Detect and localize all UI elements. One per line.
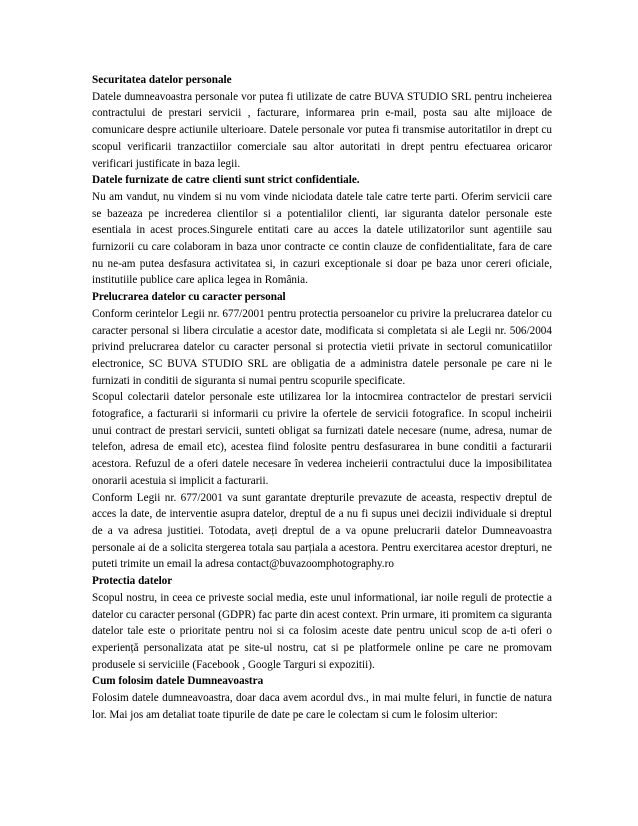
heading-data-protection: Protectia datelor xyxy=(92,575,173,588)
paragraph-data-protection: Scopul nostru, in ceea ce priveste social media, este unul informational, iar noile reguli de protectie a datelor cu caracter personal (GDPR) fac parte din acest context. Prin urmare, iti promitem ca siguranta datelor tale este o prioritate pentru noi si ca folosim aceste date pentru unicul scop de a-ti oferi o experiență personalizata atat pe site-ul nostru, cat si pe platformele online pe care ne promovam produsele si serviciile (Facebook , Google Targuri si expozitii). xyxy=(92,591,552,671)
paragraph-data-usage: Folosim datele dumneavoastra, doar daca avem acordul dvs., in mai multe feluri, in functie de natura lor. Mai jos am detaliat toate tipurile de date pe care le colectam si cum le folosim ulterior: xyxy=(92,692,552,721)
paragraph-confidential-data: Nu am vandut, nu vindem si nu vom vinde niciodata datele tale catre terte parti. Oferim servicii care se bazeaza pe increderea clientilor si a potentialilor clienti, iar siguranta datelor personale este esentiala in acest proces.Singurele entitati care au acces la datele utilizatorilor sunt agentiile sau furnizorii cu care colaboram in baza unor contracte ce contin clauze de confidentialitate, fara de care nu ne-am putea desfasura activitatea si, in cazuri exceptionale si doar pe baza unor cereri oficiale, institutiile publice care aplica legea in România. xyxy=(92,190,552,287)
paragraph-collection-purpose: Scopul colectarii datelor personale este utilizarea lor la intocmirea contractelor de prestari servicii fotografice, a facturarii si informarii cu privire la ofertele de servicii fotografice. In scopul incheirii unui contract de prestari servicii, sunteti obligat sa furnizati datele necesare (nume, adresa, numar de telefon, adresa de email etc), acestea fiind folosite pentru desfasurarea in bune conditii a facturarii acestora. Refuzul de a oferi datele necesare în vederea incheierii contractului duce la imposibilitatea onorarii acestuia si implicit a facturarii. xyxy=(92,391,552,487)
document-page xyxy=(92,72,552,723)
heading-data-security: Securitatea datelor personale xyxy=(92,74,232,86)
paragraph-data-security: Datele dumneavoastra personale vor putea fi utilizate de catre BUVA STUDIO SRL pentru incheierea contractului de prestari servicii , facturare, informarea prin e-mail, posta sau alte mijloace de comunicare despre actiunile ulterioare. Datele personale vor putea fi transmise autoritatilor in drept cu scopul verificarii tranzactiilor comerciale sau altor autoritati in drept pentru efectuarea oricaror verificari justificate in baza legii. xyxy=(92,90,552,170)
paragraph-legal-basis: Conform cerintelor Legii nr. 677/2001 pentru protectia persoanelor cu privire la prelucrarea datelor cu caracter personal si libera circulatie a acestor date, modificata si completata si ale Legii nr. 506/2004 privind prelucrarea datelor cu caracter personal si protectia vietii private in sectorul comunicatiilor electronice, SC BUVA STUDIO SRL are obligatia de a administra datele personale pe care ni le furnizati in conditii de siguranta si numai pentru scopurile specificate. xyxy=(92,307,552,387)
heading-data-processing: Prelucrarea datelor cu caracter personal xyxy=(92,291,286,304)
heading-confidential-data: Datele furnizate de catre clienti sunt strict confidentiale. xyxy=(92,174,360,187)
paragraph-user-rights: Conform Legii nr. 677/2001 va sunt garantate drepturile prevazute de aceasta, respectiv dreptul de acces la date, de interventie asupra datelor, dreptul de a nu fi supus unei decizii individuale si dreptul de a va adresa justitiei. Totodata, aveți dreptul de a va opune prelucrarii datelor Dumneavoastra personale ai de a solicita stergerea totala sau parțiala a acestora. Pentru exercitarea acestor drepturi, ne puteti trimite un email la adresa contact@buvazoomphotography.ro xyxy=(92,491,552,571)
heading-data-usage: Cum folosim datele Dumneavoastra xyxy=(92,675,264,688)
